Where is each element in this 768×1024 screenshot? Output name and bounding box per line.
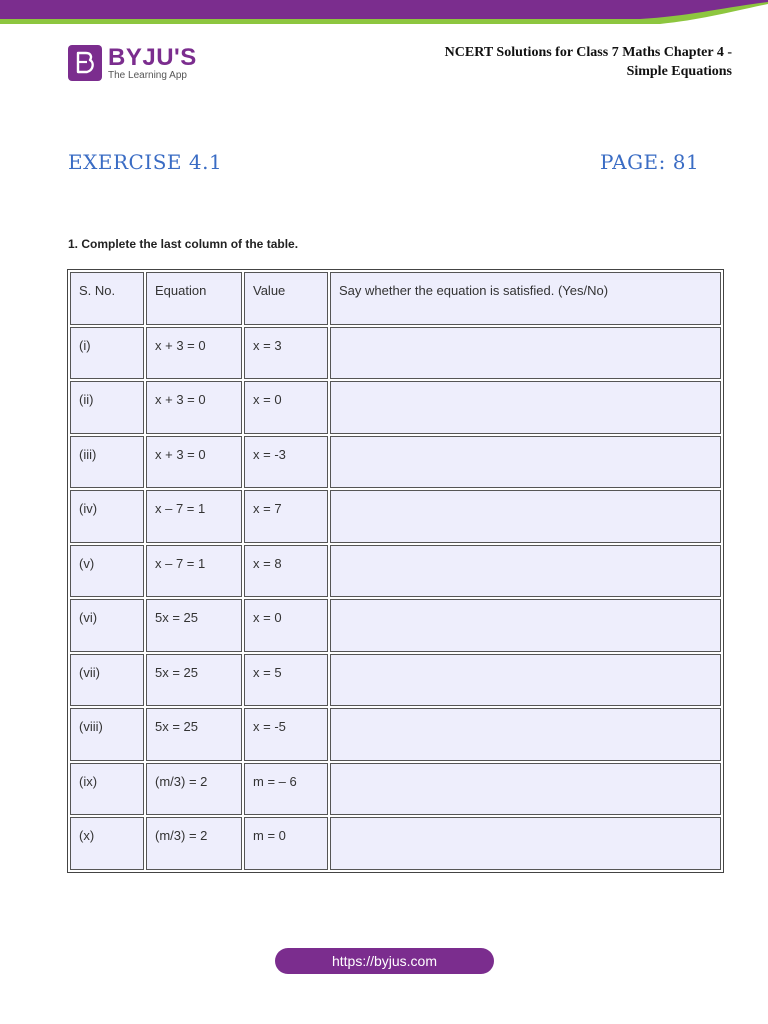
cell-sno: (vii): [70, 654, 144, 707]
table-row: [70, 490, 721, 543]
cell-value: m = – 6: [244, 763, 328, 816]
cell-value: x = 8: [244, 545, 328, 598]
cell-value: x = 7: [244, 490, 328, 543]
cell-sno: (ii): [70, 381, 144, 434]
header-cell-sno: S. No.: [70, 272, 144, 325]
table-row: [70, 381, 721, 434]
cell-value: x = 0: [244, 599, 328, 652]
document-title-line-2: Simple Equations: [626, 64, 732, 79]
brand-name: BYJU'S: [108, 43, 197, 71]
cell-equation: (m/3) = 2: [146, 817, 242, 870]
cell-value: x = -5: [244, 708, 328, 761]
table-row: [70, 708, 721, 761]
byjus-logo: [68, 45, 197, 81]
cell-sno: (vi): [70, 599, 144, 652]
table-row: [70, 654, 721, 707]
cell-answer: [330, 599, 721, 652]
table-row: [70, 817, 721, 870]
cell-sno: (ix): [70, 763, 144, 816]
document-title: [445, 43, 732, 81]
cell-value: x = 5: [244, 654, 328, 707]
cell-answer: [330, 763, 721, 816]
top-brand-band: [0, 0, 768, 30]
cell-sno: (i): [70, 327, 144, 380]
table-row: [70, 436, 721, 489]
cell-answer: [330, 817, 721, 870]
exercise-heading: EXERCISE 4.1: [68, 150, 223, 174]
cell-answer: [330, 436, 721, 489]
cell-answer: [330, 654, 721, 707]
cell-equation: 5x = 25: [146, 654, 242, 707]
cell-sno: (viii): [70, 708, 144, 761]
cell-answer: [330, 545, 721, 598]
table-header-row: [70, 272, 721, 325]
cell-sno: (iv): [70, 490, 144, 543]
cell-sno: (x): [70, 817, 144, 870]
cell-equation: 5x = 25: [146, 708, 242, 761]
cell-value: x = -3: [244, 436, 328, 489]
cell-equation: x + 3 = 0: [146, 381, 242, 434]
footer-url-link[interactable]: https://byjus.com: [275, 948, 494, 974]
document-title-line-1: NCERT Solutions for Class 7 Maths Chapter 4 -: [444, 45, 732, 60]
header-cell-satisfied: Say whether the equation is satisfied. (Yes/No): [330, 272, 721, 325]
cell-equation: x + 3 = 0: [146, 327, 242, 380]
cell-value: m = 0: [244, 817, 328, 870]
cell-answer: [330, 327, 721, 380]
cell-answer: [330, 381, 721, 434]
brand-tagline: The Learning App: [108, 69, 187, 81]
equations-table: [67, 269, 724, 873]
cell-equation: x – 7 = 1: [146, 545, 242, 598]
cell-answer: [330, 708, 721, 761]
cell-answer: [330, 490, 721, 543]
cell-equation: x – 7 = 1: [146, 490, 242, 543]
cell-value: x = 0: [244, 381, 328, 434]
table-row: [70, 327, 721, 380]
question-text: 1. Complete the last column of the table.: [68, 237, 299, 251]
byjus-logo-mark: [68, 45, 102, 81]
cell-sno: (iii): [70, 436, 144, 489]
table-row: [70, 599, 721, 652]
cell-value: x = 3: [244, 327, 328, 380]
header-cell-equation: Equation: [146, 272, 242, 325]
cell-sno: (v): [70, 545, 144, 598]
header-cell-value: Value: [244, 272, 328, 325]
cell-equation: x + 3 = 0: [146, 436, 242, 489]
cell-equation: 5x = 25: [146, 599, 242, 652]
table-row: [70, 763, 721, 816]
page-number-heading: PAGE: 81: [600, 150, 700, 174]
cell-equation: (m/3) = 2: [146, 763, 242, 816]
table-row: [70, 545, 721, 598]
